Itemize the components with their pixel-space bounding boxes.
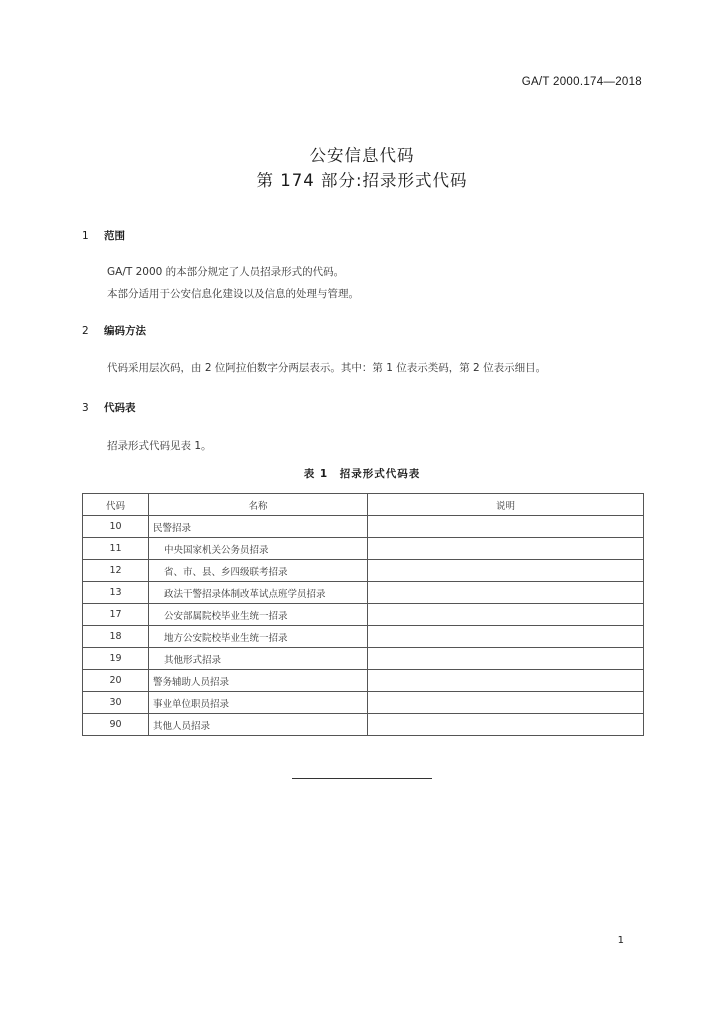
code-cell: 10 bbox=[83, 516, 149, 538]
section-number: 2 bbox=[82, 325, 89, 337]
name-cell: 地方公安院校毕业生统一招录 bbox=[149, 626, 368, 648]
code-cell: 18 bbox=[83, 626, 149, 648]
section-title: 编码方法 bbox=[104, 325, 146, 337]
table-row bbox=[83, 560, 644, 582]
page-number: 1 bbox=[617, 935, 624, 946]
table-row bbox=[83, 692, 644, 714]
paragraph: 代码采用层次码，由 2 位阿拉伯数字分两层表示。其中：第 1 位表示类码，第 2 位表示细目。 bbox=[107, 362, 547, 374]
table-row bbox=[83, 648, 644, 670]
name-cell: 省、市、县、乡四级联考招录 bbox=[149, 560, 368, 582]
name-cell: 事业单位职员招录 bbox=[149, 692, 368, 714]
note-cell bbox=[368, 670, 644, 692]
table-row bbox=[83, 604, 644, 626]
section-title: 范围 bbox=[104, 230, 125, 242]
name-cell: 其他形式招录 bbox=[149, 648, 368, 670]
column-header-code: 代码 bbox=[83, 494, 149, 516]
code-cell: 20 bbox=[83, 670, 149, 692]
note-cell bbox=[368, 714, 644, 736]
table-row bbox=[83, 670, 644, 692]
table-row bbox=[83, 714, 644, 736]
section-number: 1 bbox=[82, 230, 89, 242]
section-heading-code-table bbox=[82, 400, 136, 415]
note-cell bbox=[368, 516, 644, 538]
name-cell: 其他人员招录 bbox=[149, 714, 368, 736]
column-header-name: 名称 bbox=[149, 494, 368, 516]
name-cell: 警务辅助人员招录 bbox=[149, 670, 368, 692]
name-cell: 政法干警招录体制改革试点班学员招录 bbox=[149, 582, 368, 604]
paragraph: GA/T 2000 的本部分规定了人员招录形式的代码。 bbox=[107, 266, 345, 278]
table-caption: 表 1 招录形式代码表 bbox=[303, 468, 421, 480]
paragraph: 本部分适用于公安信息化建设以及信息的处理与管理。 bbox=[107, 288, 359, 300]
note-cell bbox=[368, 626, 644, 648]
section-title: 代码表 bbox=[104, 402, 136, 414]
column-header-note: 说明 bbox=[368, 494, 644, 516]
code-cell: 11 bbox=[83, 538, 149, 560]
end-rule-divider bbox=[292, 778, 432, 779]
code-cell: 13 bbox=[83, 582, 149, 604]
code-cell: 17 bbox=[83, 604, 149, 626]
table-row bbox=[83, 516, 644, 538]
note-cell bbox=[368, 560, 644, 582]
table-row bbox=[83, 538, 644, 560]
name-cell: 民警招录 bbox=[149, 516, 368, 538]
code-cell: 30 bbox=[83, 692, 149, 714]
section-heading-coding-method bbox=[82, 323, 146, 338]
note-cell bbox=[368, 604, 644, 626]
section-heading-scope bbox=[82, 228, 125, 243]
section-number: 3 bbox=[82, 402, 89, 414]
document-subtitle: 第 174 部分:招录形式代码 bbox=[256, 171, 468, 190]
table-row bbox=[83, 582, 644, 604]
note-cell bbox=[368, 538, 644, 560]
name-cell: 中央国家机关公务员招录 bbox=[149, 538, 368, 560]
code-table bbox=[82, 493, 644, 736]
paragraph: 招录形式代码见表 1。 bbox=[107, 440, 212, 452]
note-cell bbox=[368, 648, 644, 670]
standard-code: GA/T 2000.174—2018 bbox=[521, 76, 642, 88]
name-cell: 公安部属院校毕业生统一招录 bbox=[149, 604, 368, 626]
table-row bbox=[83, 626, 644, 648]
code-cell: 19 bbox=[83, 648, 149, 670]
code-cell: 12 bbox=[83, 560, 149, 582]
note-cell bbox=[368, 582, 644, 604]
table-header-row bbox=[83, 494, 644, 516]
note-cell bbox=[368, 692, 644, 714]
code-cell: 90 bbox=[83, 714, 149, 736]
document-title: 公安信息代码 bbox=[309, 146, 415, 165]
